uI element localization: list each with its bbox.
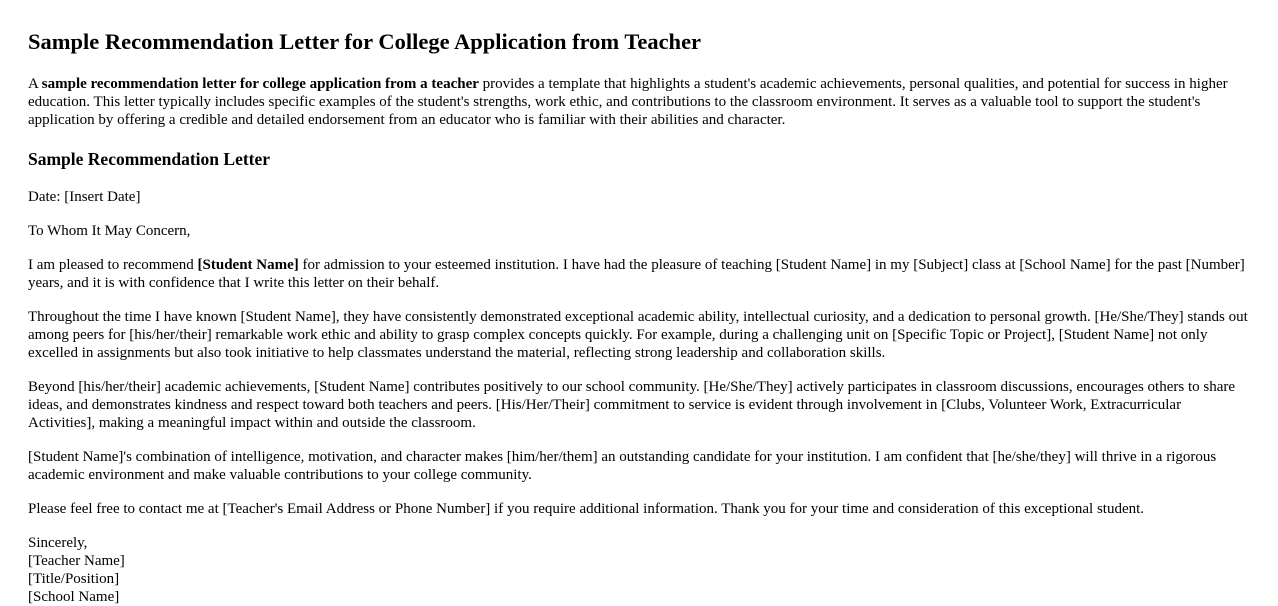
letter-paragraph-2: Throughout the time I have known [Student Name], they have consistently demonstrated exceptional academic ability, intellectual curiosity, and a dedication to personal growth. [He/She/They] stands out among peers for [his/her/their] remarkable work ethic and ability to grasp complex concepts quickly. For example, during a challenging unit on [Specific Topic or Project], [Student Name] not only excelled in assignments but also took initiative to help classmates understand the material, reflecting strong leadership and collaboration skills. [28,309,1248,361]
p1-student-name: [Student Name] [197,257,299,273]
p1-rest: for admission to your esteemed institution. I have had the pleasure of teaching [Student Name] in my [Subject] class at [School Name] for the past [Number] years, and it is with confidence that I write this letter on their behalf. [28,257,1245,291]
intro-paragraph [28,75,1250,129]
page-title: Sample Recommendation Letter for College Application from Teacher [28,29,702,54]
intro-bold-phrase: sample recommendation letter for college application from a teacher [41,76,479,92]
letter-salutation: To Whom It May Concern, [28,223,191,239]
section-heading: Sample Recommendation Letter [28,149,271,169]
intro-lead: A [28,76,42,92]
letter-paragraph-1 [28,256,1250,292]
letter-date: Date: [Insert Date] [28,189,141,205]
closing-signoff: Sincerely, [28,535,88,551]
closing-title-position: [Title/Position] [28,571,120,587]
closing-school-name: [School Name] [28,589,120,605]
letter-paragraph-4: [Student Name]'s combination of intelligence, motivation, and character makes [him/her/them] an outstanding candidate for your institution. I am confident that [he/she/they] will thrive in a rigorous academic environment and make valuable contributions to your college community. [28,449,1217,483]
letter-paragraph-3: Beyond [his/her/their] academic achievements, [Student Name] contributes positively to our school community. [He/She/They] actively participates in classroom discussions, encourages others to share ideas, and demonstrates kindness and respect toward both teachers and peers. [His/Her/Their] commitment to service is evident through involvement in [Clubs, Volunteer Work, Extracurricular Activities], making a meaningful impact within and outside the classroom. [28,379,1236,431]
closing-teacher-name: [Teacher Name] [28,553,125,569]
intro-rest: provides a template that highlights a student's academic achievements, personal qualities, and potential for success in higher education. This letter typically includes specific examples of the student's strengths, work ethic, and contributions to the classroom environment. It serves as a valuable tool to support the student's application by offering a credible and detailed endorsement from an educator who is familiar with their abilities and character. [28,76,1228,128]
letter-paragraph-5: Please feel free to contact me at [Teacher's Email Address or Phone Number] if you require additional information. Thank you for your time and consideration of this exceptional student. [28,501,1145,517]
letter-closing [28,534,1250,606]
p1-lead: I am pleased to recommend [28,257,198,273]
